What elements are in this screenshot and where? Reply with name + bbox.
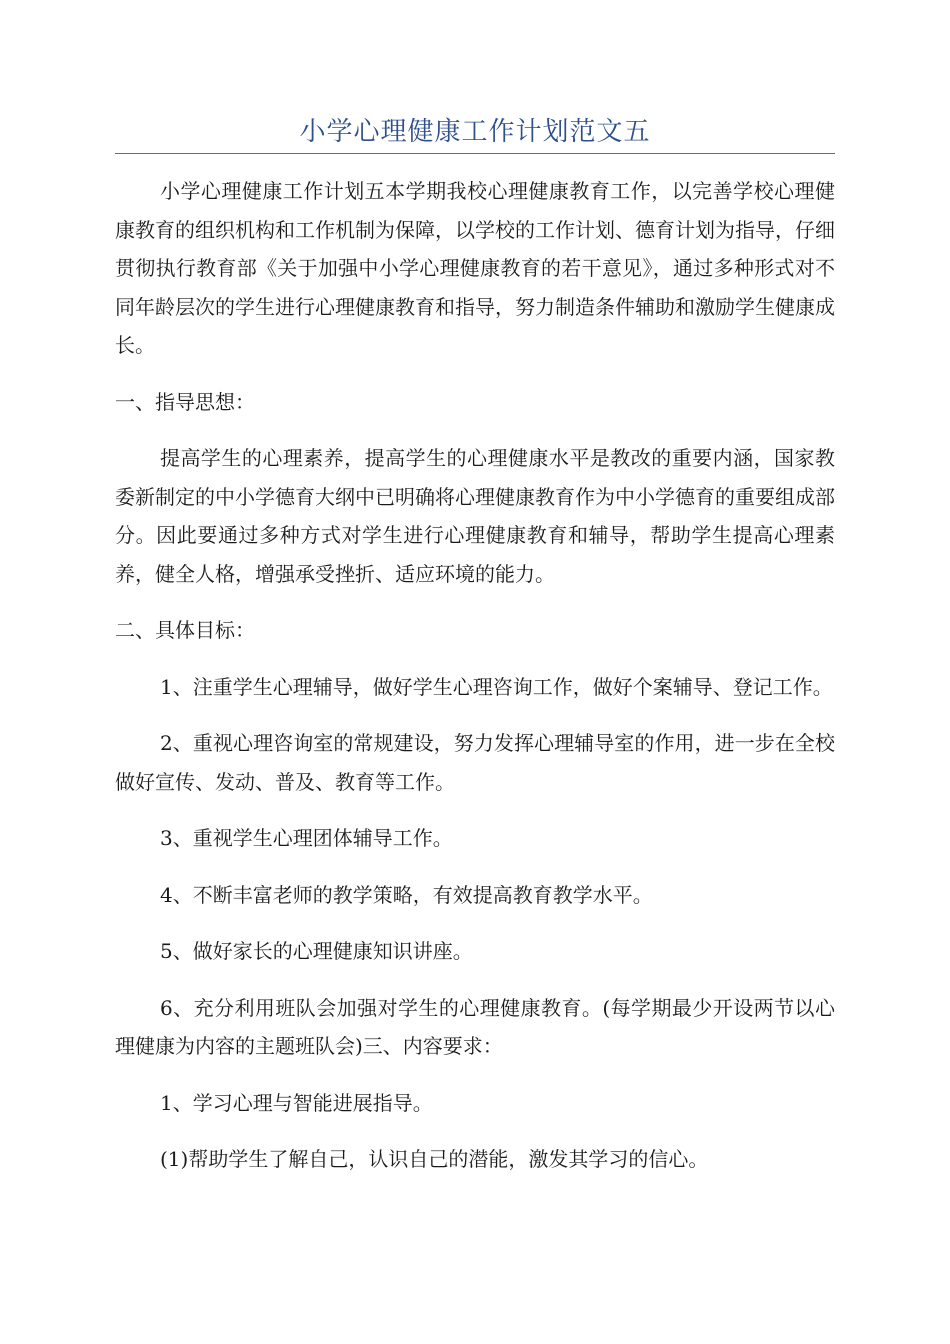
goal-item-3: 3、重视学生心理团体辅导工作。	[160, 826, 453, 850]
section-heading-specific-goals: 二、具体目标：	[115, 618, 255, 642]
goal-item-4: 4、不断丰富老师的教学策略，有效提高教育教学水平。	[160, 882, 653, 907]
guiding-thought-paragraph: 提高学生的心理素养，提高学生的心理健康水平是教改的重要内涵，国家教委新制定的中小学德育大纲中已明确将心理健康教育作为中小学德育的重要组成部分。因此要通过多种方式对学生进行心理健康教育和辅导，帮助学生提高心理素养，健全人格，增强承受挫折、适应环境的能力。	[115, 446, 835, 586]
goal-item-5: 5、做好家长的心理健康知识讲座。	[160, 939, 473, 963]
section-heading-guiding-thought: 一、指导思想：	[115, 389, 255, 414]
content-item-1: 1、学习心理与智能进展指导。	[160, 1090, 433, 1115]
document-body	[115, 172, 835, 1197]
title-underline	[115, 153, 835, 154]
document-title: 小学心理健康工作计划范文五	[299, 117, 651, 147]
intro-paragraph: 小学心理健康工作计划五本学期我校心理健康教育工作，以完善学校心理健康教育的组织机构和工作机制为保障，以学校的工作计划、德育计划为指导，仔细贯彻执行教育部《关于加强中小学心理健康教育的若干意见》，通过多种形式对不同年龄层次的学生进行心理健康教育和指导，努力制造条件辅助和激励学生健康成长。	[115, 179, 835, 357]
goal-item-2: 2、重视心理咨询室的常规建设，努力发挥心理辅导室的作用，进一步在全校做好宣传、发动、普及、教育等工作。	[115, 731, 835, 794]
content-subitem-1: (1)帮助学生了解自己，认识自己的潜能，激发其学习的信心。	[160, 1147, 709, 1171]
goal-item-1: 1、注重学生心理辅导，做好学生心理咨询工作，做好个案辅导、登记工作。	[160, 674, 833, 699]
goal-item-6: 6、充分利用班队会加强对学生的心理健康教育。(每学期最少开设两节以心理健康为内容的主题班队会)三、内容要求：	[115, 995, 835, 1058]
